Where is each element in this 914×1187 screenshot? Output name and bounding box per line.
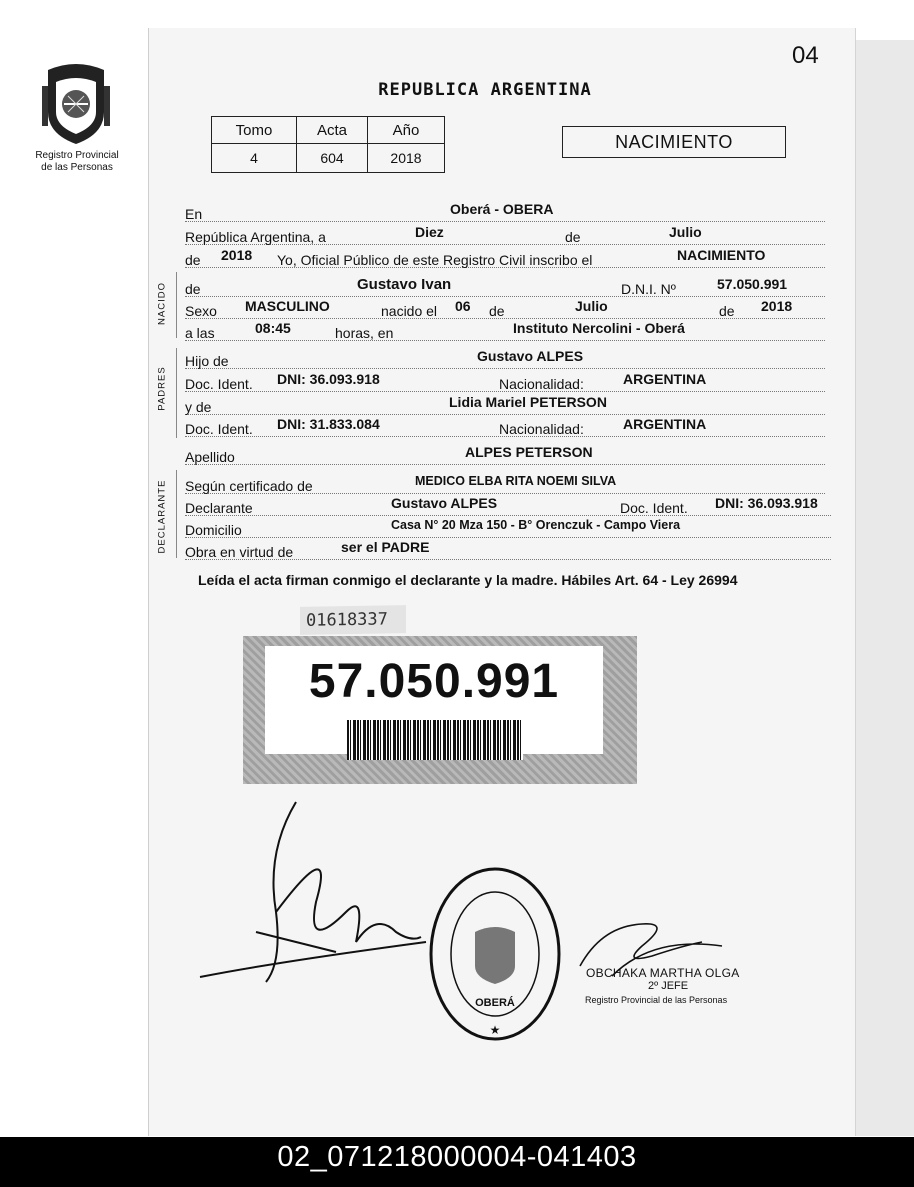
- statement-line: [185, 247, 825, 268]
- birth-month-value: Julio: [575, 298, 608, 314]
- official-title: 2º JEFE: [648, 980, 689, 992]
- anio-value: 2018: [368, 144, 445, 173]
- tomo-value: 4: [212, 144, 297, 173]
- date-line: [185, 224, 825, 245]
- name-label: de: [185, 281, 201, 297]
- section-label-padres: PADRES: [156, 366, 168, 411]
- doc-label: Doc. Ident.: [185, 376, 253, 392]
- mother-value: Lidia Mariel PETERSON: [449, 394, 607, 410]
- en-label: En: [185, 206, 203, 222]
- surname-value: ALPES PETERSON: [465, 444, 593, 460]
- acta-header: Acta: [297, 117, 368, 144]
- nationality-label: Nacionalidad:: [499, 376, 584, 392]
- declarant-line: [185, 495, 831, 516]
- page-edge: [856, 40, 914, 1136]
- address-value: Casa N° 20 Mza 150 - B° Orenczuk - Campo Viera: [391, 518, 681, 532]
- certificate-line: [185, 474, 825, 494]
- mother-doc-line: [185, 416, 825, 437]
- time-line: [185, 320, 825, 341]
- doc-label-3: Doc. Ident.: [620, 500, 688, 516]
- capacity-label: Obra en virtud de: [185, 544, 294, 560]
- capacity-value: ser el PADRE: [341, 539, 430, 555]
- barcode-icon: [347, 720, 523, 760]
- birth-year-value: 2018: [761, 298, 793, 314]
- closing-statement: Leída el acta firman conmigo el declarante y la madre. Hábiles Art. 64 - Ley 26994: [198, 572, 738, 588]
- sex-value: MASCULINO: [245, 298, 330, 314]
- page-number: 04: [792, 42, 819, 69]
- official-name: OBCHAKA MARTHA OLGA: [586, 966, 740, 980]
- nationality-label-2: Nacionalidad:: [499, 421, 584, 437]
- section-label-nacido: NACIDO: [156, 282, 168, 325]
- org-line-1: Registro Provincial: [35, 150, 119, 161]
- hours-label: horas, en: [335, 325, 394, 341]
- sex-label: Sexo: [185, 303, 217, 319]
- father-nationality-value: ARGENTINA: [623, 371, 707, 387]
- document-id-code: 02_071218000004-041403: [277, 1141, 637, 1173]
- sex-line: [185, 298, 825, 319]
- born-label: nacido el: [381, 303, 438, 319]
- month-value: Julio: [669, 224, 702, 240]
- declarant-signature: [196, 792, 436, 992]
- declarant-doc-value: DNI: 36.093.918: [715, 495, 818, 511]
- province-coat-of-arms-icon: [38, 60, 114, 146]
- registry-org-name: [22, 150, 132, 174]
- de-label: de: [565, 229, 581, 245]
- de-label-2: de: [185, 252, 201, 268]
- tomo-header: Tomo: [212, 117, 297, 144]
- address-line: [185, 518, 831, 538]
- sticker-label-area: [265, 646, 603, 754]
- declarant-label: Declarante: [185, 500, 253, 516]
- dni-label: D.N.I. Nº: [621, 281, 676, 297]
- place-line: [185, 201, 825, 222]
- doc-label-2: Doc. Ident.: [185, 421, 253, 437]
- section-divider: [176, 272, 177, 338]
- statement-text: Yo, Oficial Público de este Registro Civil inscribo el: [277, 252, 593, 268]
- acta-value: 604: [297, 144, 368, 173]
- dni-value: 57.050.991: [717, 276, 788, 292]
- control-number: 01618337: [300, 605, 406, 635]
- capacity-line: [185, 539, 831, 560]
- registry-table: [211, 116, 445, 173]
- seal-city: OBERÁ: [475, 997, 515, 1009]
- mother-label: y de: [185, 399, 212, 415]
- act-value: NACIMIENTO: [677, 247, 766, 263]
- certificate-value: MEDICO ELBA RITA NOEMI SILVA: [415, 474, 617, 488]
- svg-text:★: ★: [489, 1023, 501, 1037]
- section-divider: [176, 348, 177, 438]
- father-label: Hijo de: [185, 353, 229, 369]
- section-label-declarante: DECLARANTE: [156, 479, 168, 554]
- dni-sticker: [243, 636, 637, 784]
- time-label: a las: [185, 325, 215, 341]
- father-doc-value: DNI: 36.093.918: [277, 371, 380, 387]
- declarant-value: Gustavo ALPES: [391, 495, 498, 511]
- mother-nationality-value: ARGENTINA: [623, 416, 707, 432]
- official-org: Registro Provincial de las Personas: [585, 995, 728, 1005]
- anio-header: Año: [368, 117, 445, 144]
- section-divider: [176, 470, 177, 558]
- address-label: Domicilio: [185, 522, 242, 538]
- birth-place-value: Instituto Nercolini - Oberá: [513, 320, 685, 336]
- sticker-dni-number: 57.050.991: [308, 655, 560, 708]
- country-title: REPUBLICA ARGENTINA: [378, 80, 592, 100]
- act-type-box: NACIMIENTO: [562, 126, 786, 158]
- certificate-label: Según certificado de: [185, 478, 313, 494]
- surname-label: Apellido: [185, 449, 235, 465]
- father-line: [185, 348, 825, 369]
- registry-seal: [428, 866, 562, 1042]
- father-doc-line: [185, 371, 825, 392]
- republica-label: República Argentina, a: [185, 229, 326, 245]
- mother-line: [185, 394, 825, 415]
- de-label-3: de: [489, 303, 505, 319]
- place-value: Oberá - OBERA: [450, 201, 554, 217]
- surname-line: [185, 444, 825, 465]
- time-value: 08:45: [255, 320, 291, 336]
- year-value: 2018: [221, 247, 253, 263]
- name-line: [185, 276, 825, 297]
- father-value: Gustavo ALPES: [477, 348, 584, 364]
- de-label-4: de: [719, 303, 735, 319]
- birth-day-value: 06: [455, 298, 471, 314]
- org-line-2: de las Personas: [41, 162, 113, 173]
- name-value: Gustavo Ivan: [357, 276, 452, 293]
- mother-doc-value: DNI: 31.833.084: [277, 416, 380, 432]
- day-value: Diez: [415, 224, 444, 240]
